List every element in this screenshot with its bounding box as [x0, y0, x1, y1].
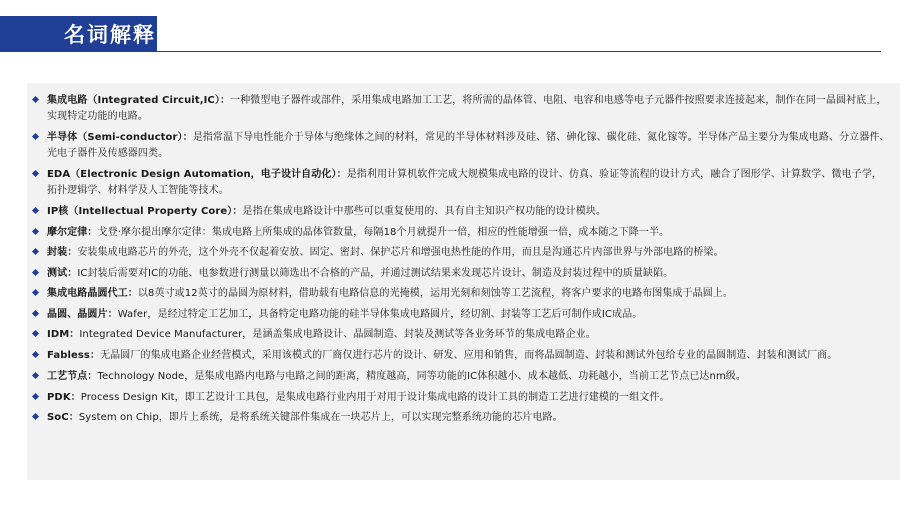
- glossary-item-process-node: [27, 369, 900, 385]
- diamond-bullet-icon: [32, 207, 39, 214]
- glossary-item-fabless: [27, 348, 900, 364]
- diamond-bullet-icon: [32, 350, 39, 357]
- term-definition: 一种微型电子器件或部件，采用集成电路加工工艺，将所需的晶体管、电阻、电容和电感等电子元器件按照要求连接起来，制作在同一晶圆衬底上，实现特定功能的电路。: [47, 95, 887, 122]
- glossary-item-idm: [27, 327, 900, 343]
- term-name: PDK：: [47, 391, 81, 403]
- term-name: 测试：: [47, 267, 78, 279]
- term-name: 晶圆、晶圆片：: [47, 308, 118, 320]
- page-title: 名词解释: [64, 23, 156, 47]
- glossary-item-wafer: [27, 307, 900, 323]
- term-definition: 是指利用计算机软件完成大规模集成电路的设计、仿真、验证等流程的设计方式，融合了图形学、计算数学、微电子学，拓扑逻辑学、材料学及人工智能等技术。: [47, 169, 882, 196]
- term-definition: System on Chip，即片上系统，是将系统关键部件集成在一块芯片上，可以实现完整系统功能的芯片电路。: [78, 412, 563, 423]
- term-name: 集成电路（Integrated Circuit,IC）：: [47, 95, 231, 106]
- diamond-bullet-icon: [32, 227, 39, 234]
- diamond-bullet-icon: [32, 413, 39, 420]
- term-definition: 以8英寸或12英寸的晶圆为原材料，借助载有电路信息的光掩模，运用光刻和刻蚀等工艺流程，将客户要求的电路布图集成于晶圆上。: [137, 288, 733, 299]
- glossary-item-ic: [27, 93, 900, 124]
- diamond-bullet-icon: [32, 309, 39, 316]
- term-name: IP核（Intellectual Property Core）：: [47, 206, 243, 217]
- term-definition: Process Design Kit，即工艺设计工具包，是集成电路行业内用于对用于设计集成电路的设计工具的制造工艺进行建模的一组文件。: [80, 391, 670, 403]
- term-name: Fabless：: [47, 349, 101, 361]
- term-name: 集成电路晶圆代工：: [47, 288, 138, 299]
- diamond-bullet-icon: [32, 392, 39, 399]
- diamond-bullet-icon: [32, 248, 39, 255]
- diamond-bullet-icon: [32, 96, 39, 103]
- term-definition: 戈登·摩尔提出摩尔定律：集成电路上所集成的晶体管数量，每隔18个月就提升一倍，相应的性能增强一倍，成本随之下降一半。: [97, 226, 670, 238]
- diamond-bullet-icon: [32, 372, 39, 379]
- title-underline: [157, 51, 881, 52]
- diamond-bullet-icon: [32, 170, 39, 177]
- diamond-bullet-icon: [32, 133, 39, 140]
- glossary-item-moores-law: [27, 225, 900, 241]
- term-definition: Wafer，是经过特定工艺加工，具备特定电路功能的硅半导体集成电路圆片，经切割、封装等工艺后可制作成IC成品。: [117, 308, 643, 320]
- glossary-item-pdk: [27, 390, 900, 406]
- diamond-bullet-icon: [32, 268, 39, 275]
- term-definition: 是指常温下导电性能介于导体与绝缘体之间的材料，常见的半导体材料涉及硅、锗、砷化镓、碳化硅、氮化镓等。半导体产品主要分为集成电路、分立器件、光电子器件及传感器四类。: [47, 132, 890, 159]
- glossary-item-testing: [27, 266, 900, 282]
- term-name: IDM：: [47, 329, 80, 340]
- term-name: SoC：: [47, 412, 79, 423]
- term-definition: 无晶圆厂的集成电路企业经营模式，采用该模式的厂商仅进行芯片的设计、研发、应用和销售，而将晶圆制造、封装和测试外包给专业的晶圆制造、封装和测试厂商。: [100, 349, 838, 361]
- term-definition: IC封装后需要对IC的功能、电参数进行测量以筛选出不合格的产品，并通过测试结果来发现芯片设计、制造及封装过程中的质量缺陷。: [77, 267, 674, 279]
- term-definition: 是指在集成电路设计中那些可以重复使用的、具有自主知识产权功能的设计模块。: [242, 206, 607, 217]
- term-name: 工艺节点：: [47, 371, 98, 382]
- title-banner: [0, 16, 157, 52]
- glossary-list: [27, 93, 900, 431]
- term-name: 摩尔定律：: [47, 226, 98, 238]
- term-definition: Integrated Device Manufacturer，是涵盖集成电路设计、晶圆制造、封装及测试等各业务环节的集成电路企业。: [79, 329, 596, 340]
- term-definition: 安装集成电路芯片的外壳，这个外壳不仅起着安放、固定、密封、保护芯片和增强电热性能的作用，而且是沟通芯片内部世界与外部电路的桥梁。: [77, 247, 724, 258]
- glossary-item-ip-core: [27, 204, 900, 220]
- glossary-item-eda: [27, 167, 900, 198]
- term-name: 半导体（Semi-conductor）：: [47, 132, 193, 143]
- glossary-item-semiconductor: [27, 130, 900, 161]
- diamond-bullet-icon: [32, 289, 39, 296]
- diamond-bullet-icon: [32, 330, 39, 337]
- glossary-item-packaging: [27, 245, 900, 261]
- glossary-item-foundry: [27, 286, 900, 302]
- term-name: 封装：: [47, 247, 78, 258]
- glossary-item-soc: [27, 410, 900, 426]
- term-definition: Technology Node，是集成电路内电路与电路之间的距离，精度越高，同等功能的IC体积越小、成本越低、功耗越小，当前工艺节点已达nm级。: [97, 371, 747, 382]
- term-name: EDA（Electronic Design Automation，电子设计自动化）：: [47, 169, 347, 180]
